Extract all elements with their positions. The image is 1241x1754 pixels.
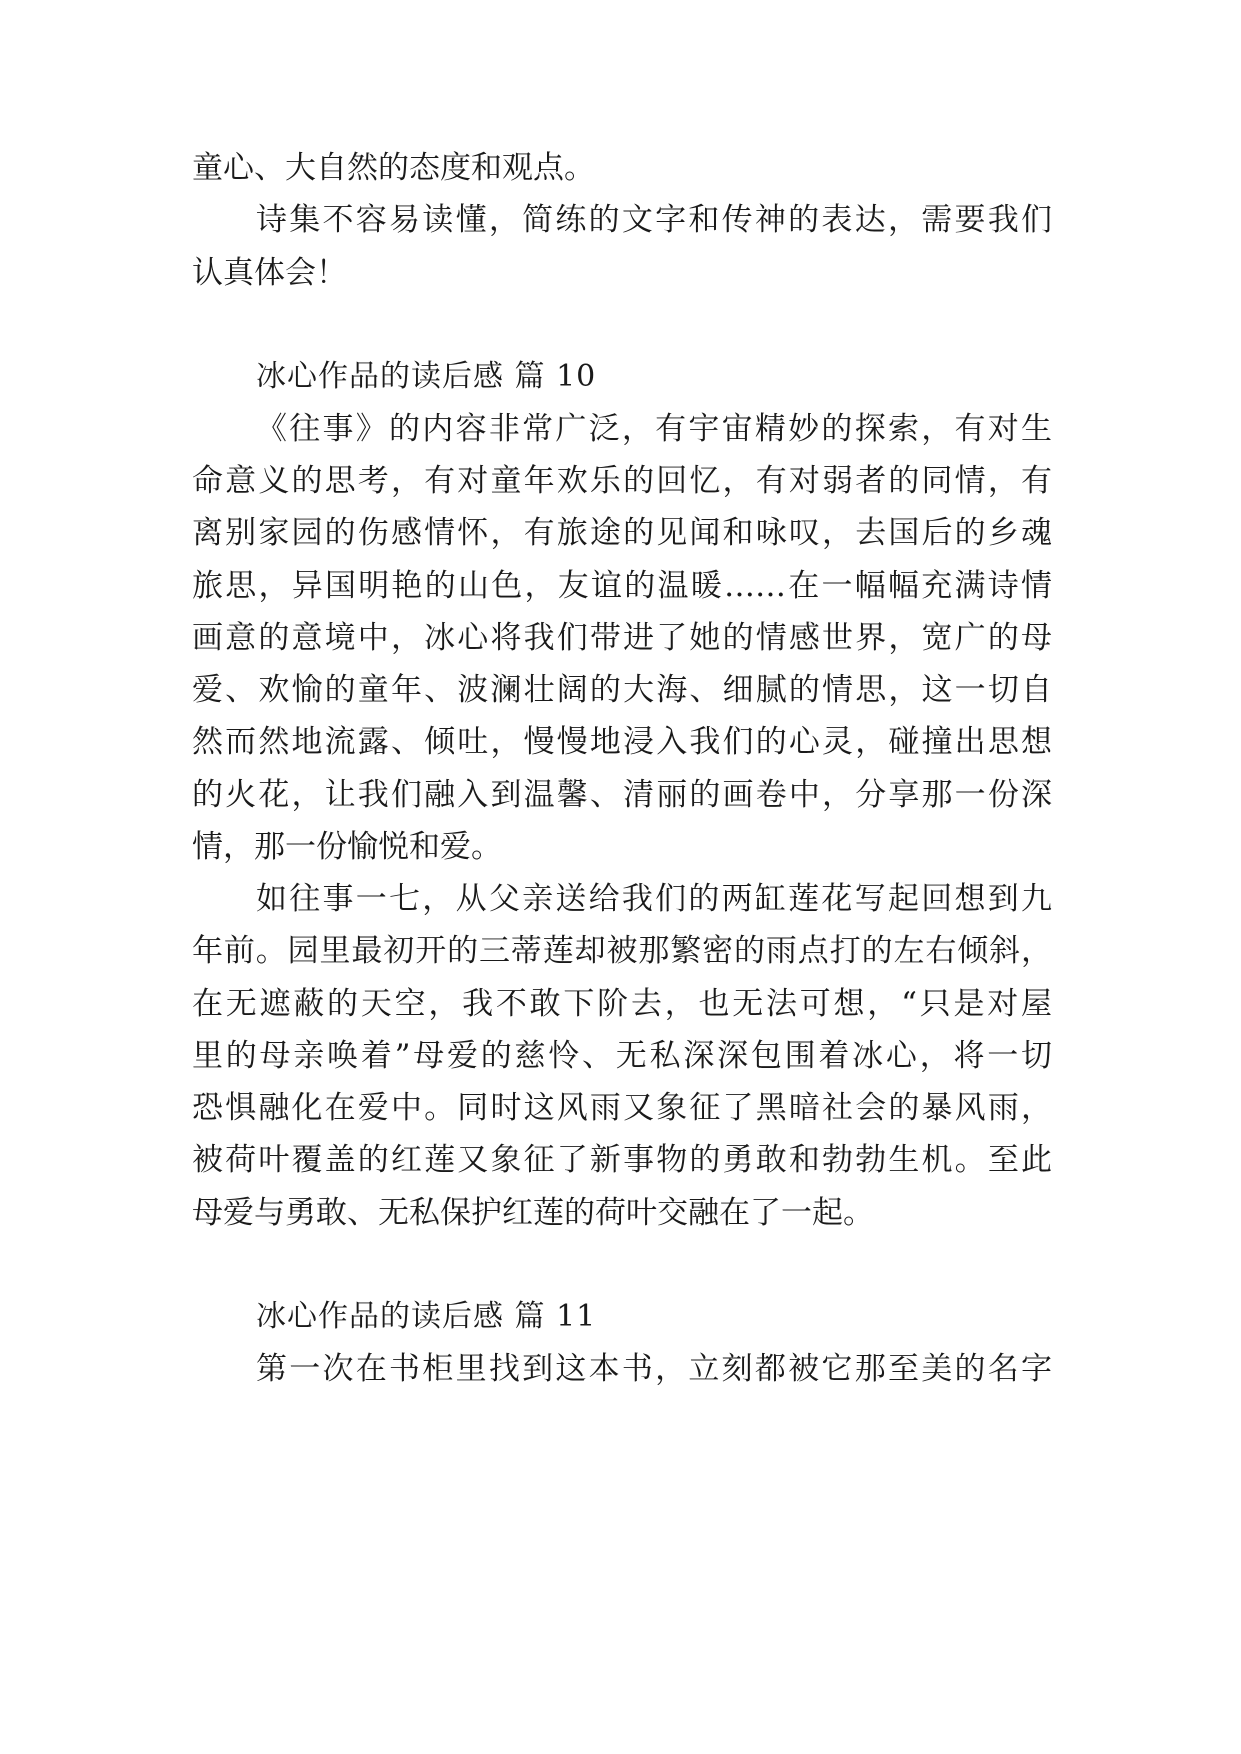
paragraph-line: 如往事一七，从父亲送给我们的两缸莲花写起回想到九 — [256, 881, 1052, 917]
paragraph-line: 《往事》的内容非常广泛，有宇宙精妙的探索，有对生 — [256, 411, 1052, 447]
paragraph-line: 然而然地流露、倾吐，慢慢地浸入我们的心灵，碰撞出思想 — [192, 724, 1052, 760]
paragraph-line: 认真体会！ — [192, 255, 347, 291]
section-heading: 冰心作品的读后感 篇 11 — [256, 1299, 597, 1334]
paragraph-line: 第一次在书柜里找到这本书，立刻都被它那至美的名字 — [256, 1351, 1052, 1387]
paragraph-line: 情，那一份愉悦和爱。 — [192, 829, 502, 865]
paragraph-line: 被荷叶覆盖的红莲又象征了新事物的勇敢和勃勃生机。至此 — [192, 1142, 1052, 1178]
paragraph-line: 离别家园的伤感情怀，有旅途的见闻和咏叹，去国后的乡魂 — [192, 515, 1052, 551]
paragraph-line: 恐惧融化在爱中。同时这风雨又象征了黑暗社会的暴风雨， — [192, 1090, 1052, 1126]
paragraph-line: 在无遮蔽的天空，我不敢下阶去，也无法可想，“只是对屋 — [192, 986, 1052, 1022]
paragraph-line: 年前。园里最初开的三蒂莲却被那繁密的雨点打的左右倾斜， — [192, 933, 1052, 969]
paragraph-line: 母爱与勇敢、无私保护红莲的荷叶交融在了一起。 — [192, 1195, 874, 1231]
paragraph-line: 童心、大自然的态度和观点。 — [192, 150, 595, 186]
paragraph-line: 里的母亲唤着”母爱的慈怜、无私深深包围着冰心，将一切 — [192, 1038, 1052, 1074]
paragraph-line: 画意的意境中，冰心将我们带进了她的情感世界，宽广的母 — [192, 620, 1052, 656]
paragraph-line: 爱、欢愉的童年、波澜壮阔的大海、细腻的情思，这一切自 — [192, 672, 1052, 708]
paragraph-line: 的火花，让我们融入到温馨、清丽的画卷中，分享那一份深 — [192, 777, 1052, 813]
paragraph-line: 诗集不容易读懂，简练的文字和传神的表达，需要我们 — [256, 202, 1052, 238]
section-heading: 冰心作品的读后感 篇 10 — [256, 359, 597, 394]
paragraph-line: 旅思，异国明艳的山色，友谊的温暖……在一幅幅充满诗情 — [192, 568, 1052, 604]
paragraph-line: 命意义的思考，有对童年欢乐的回忆，有对弱者的同情，有 — [192, 463, 1052, 499]
